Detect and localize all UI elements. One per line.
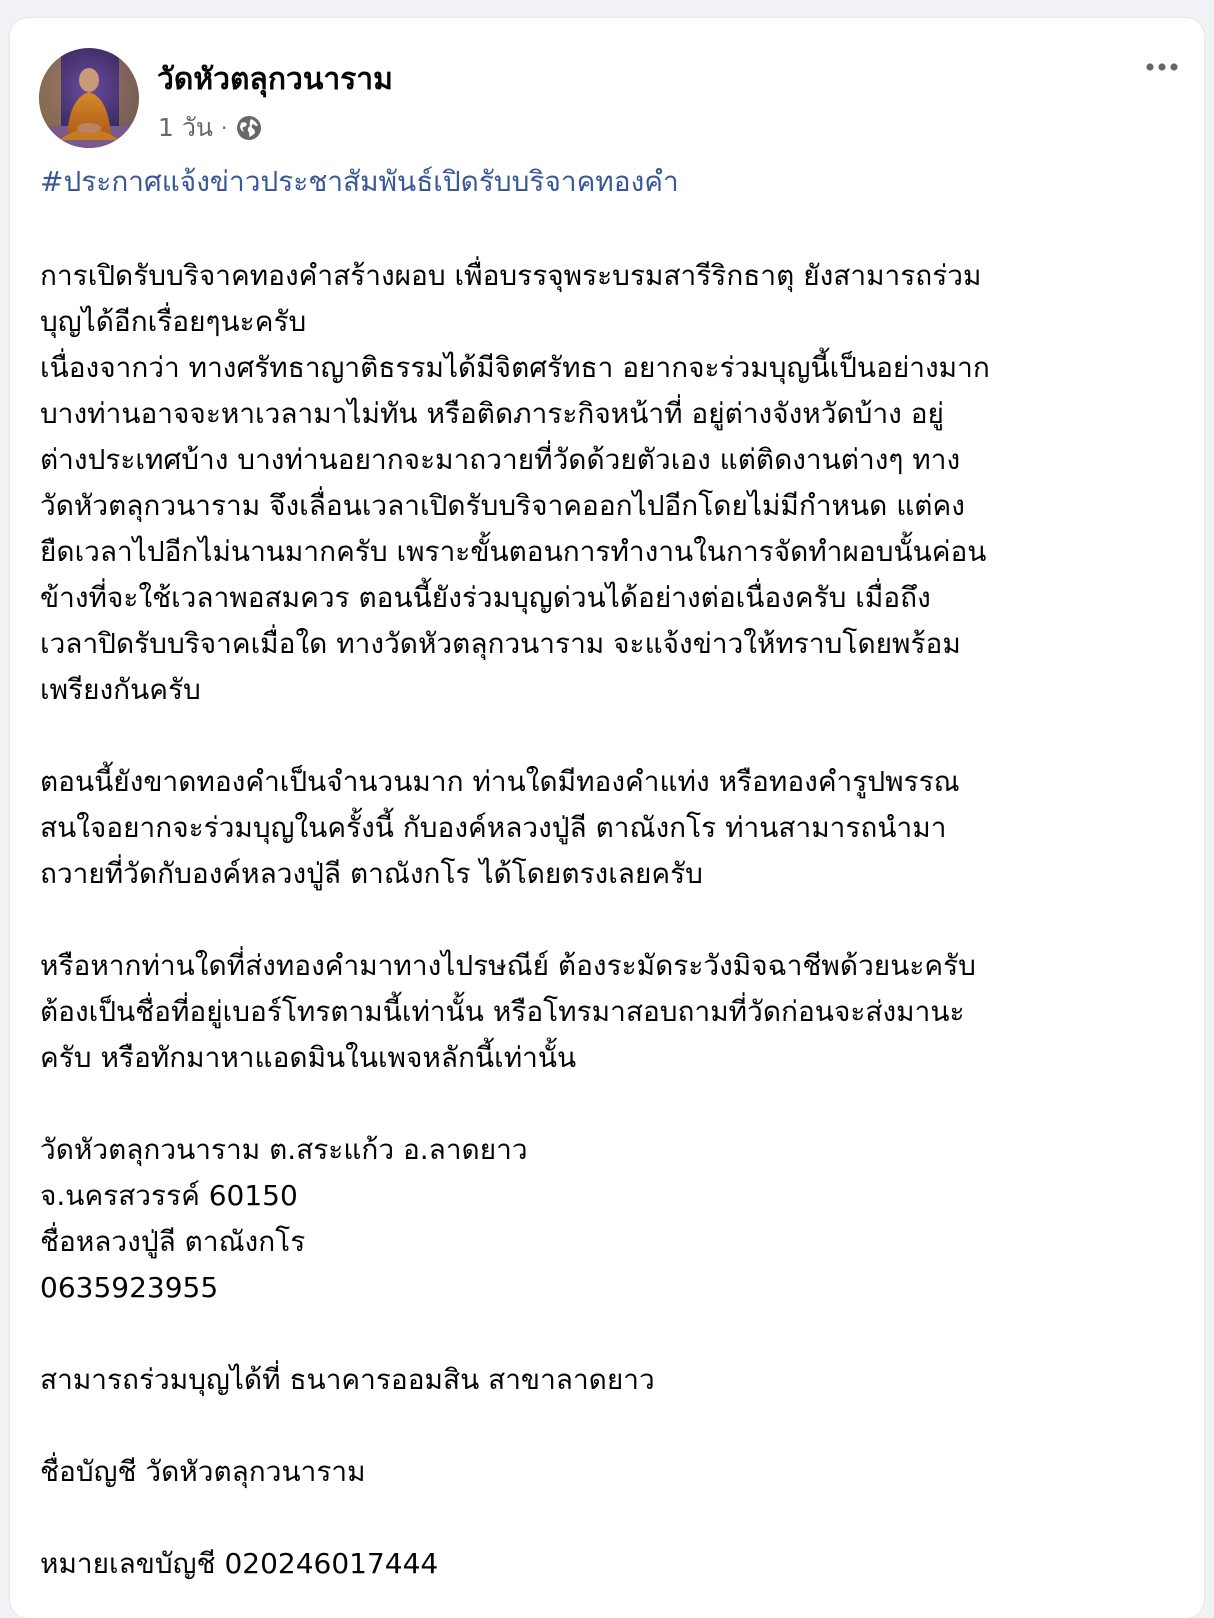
body-line: ถวายที่วัดกับองค์หลวงปู่ลี ตาณังกโร ได้โดยตรงเลยครับ [40,857,703,890]
address-line: วัดหัวตลุกวนาราม ต.สระแก้ว อ.ลาดยาว [40,1133,528,1166]
page-avatar[interactable] [39,48,139,148]
body-line: สนใจอยากจะร่วมบุญในครั้งนี้ กับองค์หลวงปู่ลี ตาณังกโร ท่านสามารถนำมา [40,811,947,844]
body-line: เพรียงกันครับ [40,673,201,706]
paragraph-gap [40,1495,1180,1541]
body-line: ต่างประเทศบ้าง บางท่านอยากจะมาถวายที่วัดด้วยตัวเอง แต่ติดงานต่างๆ ทาง [40,443,961,476]
post-body [40,253,1180,1587]
paragraph-gap [40,1311,1180,1357]
address-line: จ.นครสวรรค์ 60150 [40,1179,298,1212]
body-line: หรือหากท่านใดที่ส่งทองคำมาทางไปรษณีย์ ต้องระมัดระวังมิจฉาชีพด้วยนะครับ [40,949,976,982]
globe-icon[interactable] [235,114,263,142]
paragraph-gap [40,897,1180,943]
more-options-icon[interactable] [1142,52,1182,82]
body-line: ตอนนี้ยังขาดทองคำเป็นจำนวนมาก ท่านใดมีทองคำแท่ง หรือทองคำรูปพรรณ [40,765,960,798]
body-line: ต้องเป็นชื่อที่อยู่เบอร์โทรตามนี้เท่านั้น หรือโทรมาสอบถามที่วัดก่อนจะส่งมานะ [40,995,965,1028]
post-meta [158,110,263,146]
page-name[interactable]: วัดหัวตลุกวนาราม [157,62,393,97]
bank-line: สามารถร่วมบุญได้ที่ ธนาคารออมสิน สาขาลาดยาว [40,1363,655,1396]
post-timestamp[interactable]: 1 วัน [158,113,213,142]
paragraph-gap [40,713,1180,759]
body-line: การเปิดรับบริจาคทองคำสร้างผอบ เพื่อบรรจุพระบรมสารีริกธาตุ ยังสามารถร่วม [40,259,982,292]
body-line: บางท่านอาจจะหาเวลามาไม่ทัน หรือติดภาระกิจหน้าที่ อยู่ต่างจังหวัดบ้าง อยู่ [40,397,944,430]
paragraph-gap [40,1403,1180,1449]
body-line: เนื่องจากว่า ทางศรัทธาญาติธรรมได้มีจิตศรัทธา อยากจะร่วมบุญนี้เป็นอย่างมาก [40,351,990,384]
body-line: ครับ หรือทักมาหาแอดมินในเพจหลักนี้เท่านั้น [40,1041,577,1074]
meta-separator: · [220,116,228,140]
account-number: หมายเลขบัญชี 020246017444 [40,1547,439,1580]
body-line: วัดหัวตลุกวนาราม จึงเลื่อนเวลาเปิดรับบริจาคออกไปอีกโดยไม่มีกำหนด แต่คง [40,489,965,522]
body-line: ยืดเวลาไปอีกไม่นานมากครับ เพราะขั้นตอนการทำงานในการจัดทำผอบนั้นค่อน [40,535,987,568]
account-name: ชื่อบัญชี วัดหัวตลุกวนาราม [40,1455,366,1488]
address-line: ชื่อหลวงปู่ลี ตาณังกโร [40,1225,306,1258]
phone-number: 0635923955 [40,1271,219,1304]
body-line: ข้างที่จะใช้เวลาพอสมควร ตอนนี้ยังร่วมบุญด่วนได้อย่างต่อเนื่องครับ เมื่อถึง [40,581,931,614]
paragraph-gap [40,1081,1180,1127]
hashtag-link[interactable]: #ประกาศแจ้งข่าวประชาสัมพันธ์เปิดรับบริจาคทองคำ [40,165,679,198]
body-line: เวลาปิดรับบริจาคเมื่อใด ทางวัดหัวตลุกวนาราม จะแจ้งข่าวให้ทราบโดยพร้อม [40,627,961,660]
post-card [10,18,1204,1618]
body-line: บุญได้อีกเรื่อยๆนะครับ [40,305,307,338]
avatar-image [39,48,139,148]
